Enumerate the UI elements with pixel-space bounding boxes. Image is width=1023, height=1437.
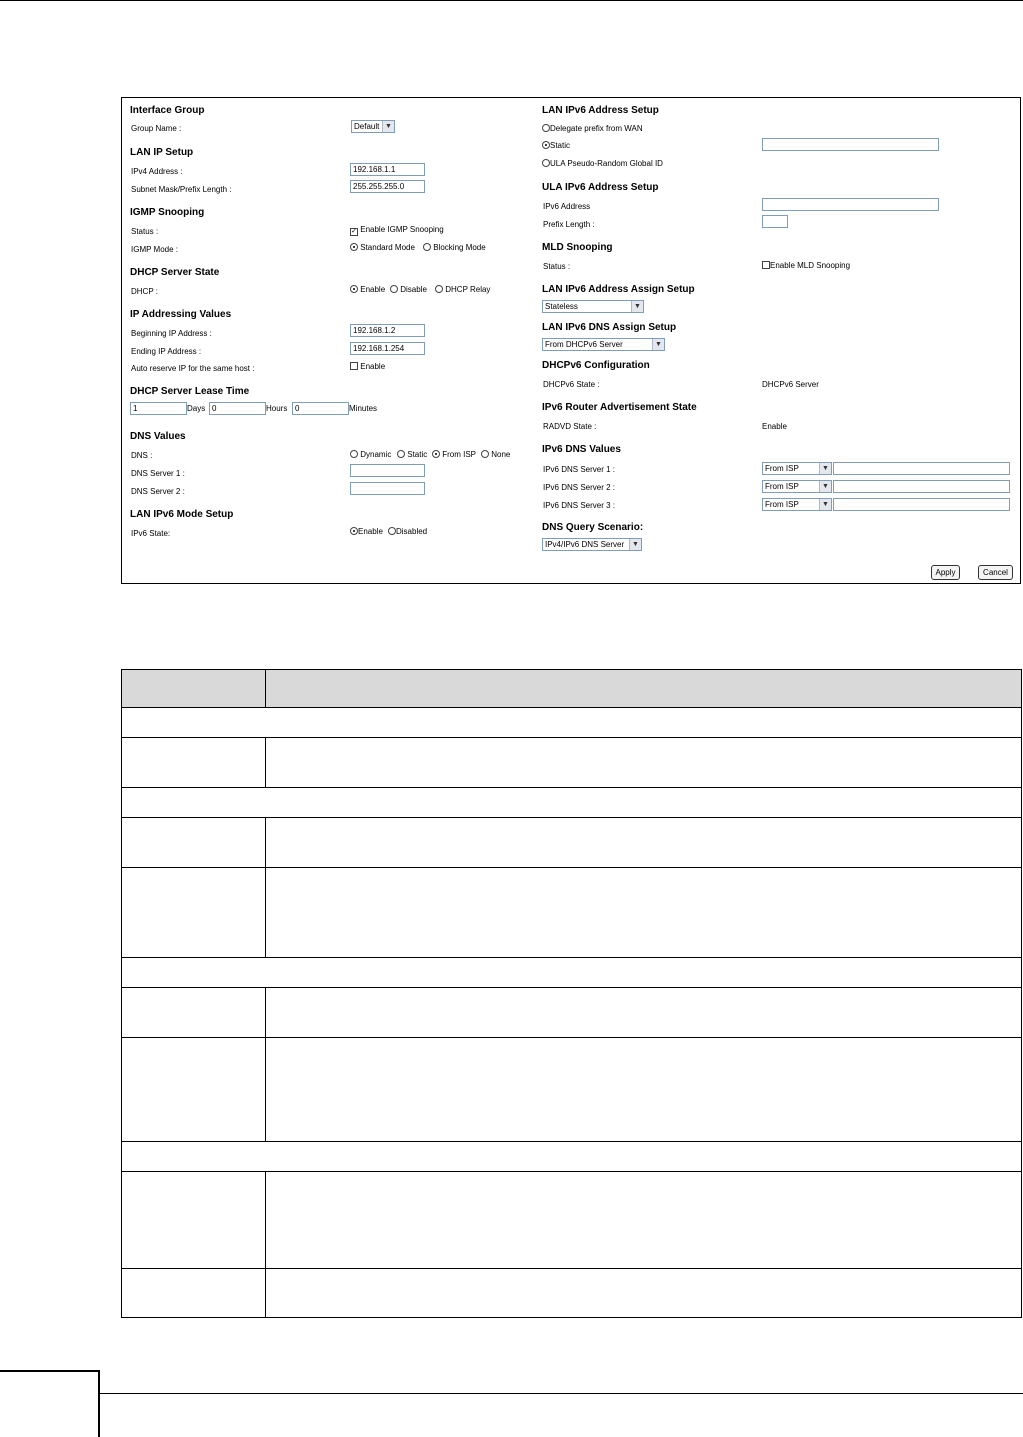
lease-hours-label: Hours	[266, 404, 288, 413]
chevron-down-icon: ▼	[819, 463, 831, 474]
radio-icon	[397, 450, 405, 458]
address-assign-select[interactable]	[542, 300, 644, 313]
radio-selected-icon	[432, 450, 440, 458]
table-section-row	[122, 707, 1021, 737]
lease-minutes-label: Minutes	[349, 404, 378, 413]
ipv6-dns-server1-select[interactable]	[762, 462, 832, 475]
ula-prefix-length-label: Prefix Length :	[543, 220, 595, 229]
section-title-dhcpv6-config: DHCPv6 Configuration	[542, 360, 650, 371]
section-title-dhcp-server-state: DHCP Server State	[130, 267, 220, 278]
ipv6-enable-label: Enable	[358, 527, 383, 536]
section-title-ula-ipv6-address: ULA IPv6 Address Setup	[542, 182, 659, 193]
ipv6-static-radio[interactable]	[542, 141, 570, 150]
ipv6-disabled-radio[interactable]	[388, 527, 427, 536]
beginning-ip-input[interactable]: 192.168.1.2	[350, 324, 425, 337]
igmp-mode-label: IGMP Mode :	[131, 245, 178, 254]
radio-selected-icon	[350, 285, 358, 293]
ipv6-dns-server2-label: IPv6 DNS Server 2 :	[543, 483, 616, 492]
ula-random-radio[interactable]	[542, 159, 663, 168]
section-title-address-assign: LAN IPv6 Address Assign Setup	[542, 284, 695, 295]
ipv6-state-label: IPv6 State:	[131, 529, 171, 538]
radio-icon	[542, 159, 550, 167]
group-name-label: Group Name :	[131, 124, 182, 133]
column-divider	[265, 867, 266, 957]
mld-status-label: Status :	[543, 262, 571, 271]
radio-selected-icon	[350, 243, 358, 251]
dns-from-isp-label: From ISP	[442, 450, 477, 459]
checkbox-icon	[762, 261, 770, 269]
dns-label: DNS :	[131, 451, 153, 460]
ula-ipv6-address-label: IPv6 Address	[543, 202, 591, 211]
ipv4-address-label: IPv4 Address :	[131, 167, 183, 176]
column-divider	[265, 1268, 266, 1317]
dns-dynamic-label: Dynamic	[360, 450, 392, 459]
igmp-mode-blocking-label: Blocking Mode	[433, 243, 486, 252]
table-row	[122, 817, 1021, 867]
dns-query-scenario-select[interactable]	[542, 538, 642, 551]
table-row	[122, 987, 1021, 1037]
section-title-router-advertisement: IPv6 Router Advertisement State	[542, 402, 697, 413]
radio-icon	[435, 285, 443, 293]
ipv6-dns-server2-select[interactable]	[762, 480, 832, 493]
dhcp-disable-label: Disable	[400, 285, 427, 294]
lan-setup-screenshot-panel	[121, 97, 1021, 584]
igmp-mode-blocking-radio[interactable]	[423, 243, 486, 252]
ipv6-dns-server3-label: IPv6 DNS Server 3 :	[543, 501, 616, 510]
auto-reserve-checkbox[interactable]	[350, 362, 385, 371]
ipv6-dns-server1-value: From ISP	[765, 464, 799, 473]
dns-static-label: Static	[407, 450, 428, 459]
subnet-mask-label: Subnet Mask/Prefix Length :	[131, 185, 232, 194]
column-divider	[265, 1171, 266, 1268]
dns-static-radio[interactable]	[397, 450, 427, 459]
dns-dynamic-radio[interactable]	[350, 450, 391, 459]
dhcp-relay-label: DHCP Relay	[445, 285, 491, 294]
radvd-state-value: Enable	[762, 422, 787, 431]
radio-icon	[542, 124, 550, 132]
dhcp-enable-radio[interactable]	[350, 285, 385, 294]
dns-none-radio[interactable]	[481, 450, 510, 459]
section-title-lan-ipv6-mode: LAN IPv6 Mode Setup	[130, 509, 234, 520]
radio-icon	[350, 450, 358, 458]
dhcp-disable-radio[interactable]	[390, 285, 427, 294]
radio-icon	[481, 450, 489, 458]
section-title-ip-addressing-values: IP Addressing Values	[130, 309, 232, 320]
ula-prefix-length-input[interactable]	[762, 215, 788, 228]
cancel-button[interactable]: Cancel	[978, 565, 1013, 580]
table-section-row	[122, 1141, 1021, 1171]
group-name-select[interactable]	[351, 120, 395, 133]
lease-days-input[interactable]: 1	[130, 402, 187, 415]
table-row	[122, 1171, 1021, 1268]
ula-random-label: ULA Pseudo-Random Global ID	[550, 159, 663, 168]
auto-reserve-checkbox-label: Enable	[360, 362, 386, 371]
chevron-down-icon: ▼	[819, 481, 831, 492]
column-divider	[265, 670, 266, 707]
section-title-dns-values: DNS Values	[130, 431, 186, 442]
footer-rule	[98, 1393, 1023, 1394]
radio-selected-icon	[350, 527, 358, 535]
address-assign-value: Stateless	[545, 302, 578, 311]
lease-days-label: Days	[187, 404, 206, 413]
dns-query-scenario-value: IPv4/IPv6 DNS Server	[545, 540, 625, 549]
ipv6-dns-server3-input[interactable]	[833, 498, 1010, 511]
section-title-igmp-snooping: IGMP Snooping	[130, 207, 205, 218]
dhcp-relay-radio[interactable]	[435, 285, 490, 294]
chevron-down-icon: ▼	[631, 301, 643, 312]
table-row	[122, 1268, 1021, 1317]
section-title-interface-group: Interface Group	[130, 105, 205, 116]
igmp-snooping-checkbox[interactable]	[350, 225, 444, 236]
ipv6-disabled-label: Disabled	[396, 527, 428, 536]
dns-assign-select[interactable]	[542, 338, 665, 351]
group-name-value: Default	[354, 122, 380, 131]
chevron-down-icon: ▼	[382, 121, 394, 132]
dhcpv6-state-label: DHCPv6 State :	[543, 380, 600, 389]
ending-ip-input[interactable]: 192.168.1.254	[350, 342, 425, 355]
ipv6-dns-server3-select[interactable]	[762, 498, 832, 511]
dns-server1-label: DNS Server 1 :	[131, 469, 185, 478]
igmp-mode-standard-radio[interactable]	[350, 243, 415, 252]
subnet-mask-input[interactable]: 255.255.255.0	[350, 180, 425, 193]
table-section-row	[122, 957, 1021, 987]
delegate-prefix-radio[interactable]	[542, 124, 643, 133]
dns-assign-value: From DHCPv6 Server	[545, 340, 623, 349]
apply-button[interactable]: Apply	[931, 565, 960, 580]
lease-hours-input[interactable]: 0	[209, 402, 266, 415]
ula-ipv6-address-input[interactable]	[762, 198, 939, 211]
section-title-dns-query-scenario: DNS Query Scenario:	[542, 522, 644, 533]
table-row	[122, 867, 1021, 957]
dns-from-isp-radio[interactable]	[432, 450, 476, 459]
ipv6-dns-server2-input[interactable]	[833, 480, 1010, 493]
table-section-row	[122, 787, 1021, 817]
ipv6-static-label: Static	[550, 141, 571, 150]
column-divider	[265, 987, 266, 1037]
column-divider	[265, 817, 266, 867]
mld-snooping-checkbox[interactable]	[762, 261, 850, 270]
field-description-table	[121, 669, 1022, 1318]
lease-minutes-input[interactable]: 0	[292, 402, 349, 415]
section-title-lan-ipv6-address-setup: LAN IPv6 Address Setup	[542, 105, 659, 116]
ipv6-dns-server1-label: IPv6 DNS Server 1 :	[543, 465, 616, 474]
ipv6-dns-server3-value: From ISP	[765, 500, 799, 509]
table-row	[122, 1037, 1021, 1141]
top-rule	[0, 0, 1023, 1]
column-divider	[265, 737, 266, 787]
delegate-prefix-label: Delegate prefix from WAN	[550, 124, 643, 133]
radio-icon	[388, 527, 396, 535]
section-title-dns-assign: LAN IPv6 DNS Assign Setup	[542, 322, 677, 333]
section-title-lan-ip-setup: LAN IP Setup	[130, 147, 194, 158]
chevron-down-icon: ▼	[629, 539, 641, 550]
beginning-ip-label: Beginning IP Address :	[131, 329, 212, 338]
ipv6-enable-radio[interactable]	[350, 527, 383, 536]
dns-server2-input[interactable]	[350, 482, 425, 495]
ending-ip-label: Ending IP Address :	[131, 347, 202, 356]
dns-none-label: None	[491, 450, 511, 459]
ipv4-address-input[interactable]: 192.168.1.1	[350, 163, 425, 176]
table-row	[122, 737, 1021, 787]
igmp-snooping-checkbox-label: Enable IGMP Snooping	[360, 225, 444, 234]
chevron-down-icon: ▼	[652, 339, 664, 350]
column-divider	[265, 1037, 266, 1141]
igmp-status-label: Status :	[131, 227, 159, 236]
chevron-down-icon: ▼	[819, 499, 831, 510]
ipv6-dns-server2-value: From ISP	[765, 482, 799, 491]
checkbox-icon	[350, 362, 358, 370]
radio-icon	[423, 243, 431, 251]
dhcpv6-state-value: DHCPv6 Server	[762, 380, 819, 389]
radio-icon	[390, 285, 398, 293]
radvd-state-label: RADVD State :	[543, 422, 597, 431]
section-title-mld-snooping: MLD Snooping	[542, 242, 613, 253]
section-title-lease-time: DHCP Server Lease Time	[130, 386, 250, 397]
auto-reserve-label: Auto reserve IP for the same host :	[131, 364, 255, 373]
section-title-ipv6-dns-values: IPv6 DNS Values	[542, 444, 621, 455]
dns-server2-label: DNS Server 2 :	[131, 487, 185, 496]
page-number-box	[0, 1370, 100, 1437]
dns-server1-input[interactable]	[350, 464, 425, 477]
ipv6-static-address-input[interactable]	[762, 138, 939, 151]
table-header-row	[122, 670, 1021, 707]
igmp-mode-standard-label: Standard Mode	[360, 243, 415, 252]
ipv6-dns-server1-input[interactable]	[833, 462, 1010, 475]
dhcp-enable-label: Enable	[360, 285, 386, 294]
mld-snooping-checkbox-label: Enable MLD Snooping	[770, 261, 851, 270]
radio-selected-icon	[542, 141, 550, 149]
checkbox-checked-icon: ✓	[351, 228, 357, 235]
dhcp-label: DHCP :	[131, 287, 158, 296]
